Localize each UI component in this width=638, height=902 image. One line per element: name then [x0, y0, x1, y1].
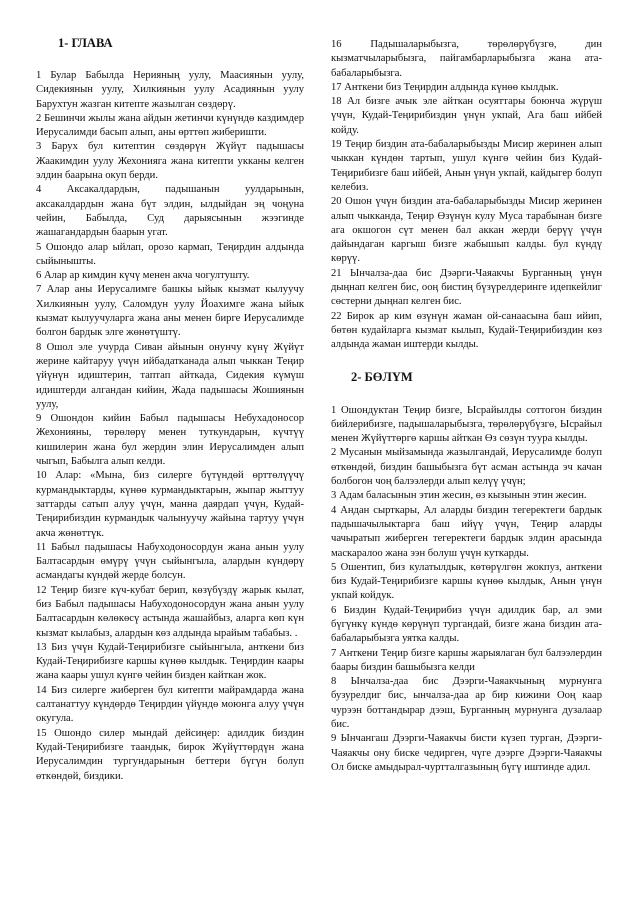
paragraph: 22 Бирок ар ким өзүнүн жаман ой-санаасына баш ийип, бөтөн кудайларга кызмат кылып, Кудай-Теңирибиздин көз алдында жаман иштерди кылды.: [331, 310, 602, 351]
paragraph: 5 Ошентип, биз кулатылдык, көтөрүлгөн жокпуз, анткени биз Кудай-Теңирибизге каршы күнөө кылдык, Анын үнүн укпай койдук.: [331, 561, 602, 602]
paragraph: 6 Биздин Кудай-Теңирибиз үчүн адилдик бар, ал эми бүгүнкү күндө көрүнүп тургандай, бизге жана биздин ата-бабаларыбызга уятка калды.: [331, 604, 602, 645]
paragraph: 12 Теңир бизге күч-кубат берип, көзүбүздү жарык кылат, биз Бабыл падышасы Набуходоносордун жана анын уулу Балтасардын көлөкөсү астында жашайбыз, аларга көп күн кызмат кылабыз, алардын көз алдында ырайым табабыз. .: [36, 584, 304, 639]
paragraph: 10 Алар: «Мына, биз силерге бүтүндөй өрттөлүүчү курмандыктарды, күнөө курмандыктарын, жыпар жыттуу заттарды сатып алуу үчүн, манна даярдап үчүн, Кудай-Теңирибиздин курмандык чалынуучу жайына тартуу үчүн акча жөнөттүк.: [36, 470, 304, 539]
paragraph: 21 Ынчалза-даа бис Дэәрги-Чаяакчы Бурганның үнүн дыңнап келген бис, ооң бистиң бүзүрелдеринге идепкейлиг сөстерни дыңнап келген бис.: [331, 267, 602, 308]
paragraph: 11 Бабыл падышасы Набуходоносордун жана анын уулу Балтасардын өмүрү үчүн сыйынгыла, алардын күндөрү асмандагы күндөй жерде болсун.: [36, 541, 304, 582]
chapter-2-text: [331, 404, 602, 776]
paragraph: 15 Ошондо силер мындай дейсиңер: адилдик биздин Кудай-Теңирибизге таандык, бирок Жүйүттөрдүн жана Иерусалимдин тургундарынын беттери бүгүн болуп өткөндөй, биздики.: [36, 727, 304, 782]
chapter-1-heading: 1- ГЛАВА: [58, 36, 113, 50]
paragraph: 2 Мусанын мыйзамында жазылгандай, Иерусалимде болуп өткөндөй, биздин башыбызга бүт асман астында эч качан болбогон чоң балээлерди алып келүү үчүн;: [331, 447, 602, 488]
paragraph: 3 Барух бул китептин сөздөрүн Жүйүт падышасы Жаакимдин уулу Жехонияга жана китепти укканы келген элдин баарына окуп берди.: [36, 141, 304, 182]
paragraph: 9 Ынчангаш Дээрги-Чаяакчы бисти күзеп турган, Дээрги-Чаяакчы ону биске чедирген, чүге дээрге Дээрги-Чаяакчы Ол биске амыдырал-чуртталгазының бүгү иштинде адил.: [331, 733, 602, 773]
paragraph: 13 Биз үчүн Кудай-Теңирибизге сыйынгыла, анткени биз Кудай-Теңирибизге каршы күнөө кылдык. Теңирдин каары жана каары ушул күнгө чейин бизден кайткан жок.: [36, 641, 304, 682]
paragraph: 19 Теңир биздин ата-бабаларыбызды Мисир жеринен алып чыккан күндөн тартып, ушул күнгө чейин биз Кудай-Теңирибизге баш ийбей, Анын үнүн укпай, кайдыгер болуп келебиз.: [331, 139, 602, 193]
paragraph: 8 Ынчалза-даа бис Дээрги-Чаяакчының мурнунга бузурелдиг бис, ынчалза-даа ар бир кижини Ооң каар чурээн боттандырар дээш, Бурганның мурнунга дузалаар бис.: [331, 676, 602, 731]
paragraph: 20 Ошон үчүн биздин ата-бабаларыбызды Мисир жеринен алып чыкканда, Теңир Өзүнүн кулу Муса тарабынан бизге ага окшогон сүт менен бал аккан жерди берүү үчүн дайындаган каргыш бизге жабышып калды. бул күндү көрүү.: [331, 196, 602, 265]
paragraph: 5 Ошондо алар ыйлап, орозо кармап, Теңирдин алдында сыйынышты.: [36, 241, 304, 267]
paragraph: 16 Падышаларыбызга, төрөлөрүбүзгө, дин кызматчыларыбызга, пайгамбарларыбызга жана ата-бабаларыбызга.: [331, 39, 602, 79]
paragraph: 3 Адам баласынын этин жесин, өз кызынын этин жесин.: [331, 490, 587, 502]
paragraph: 9 Ошондон кийин Бабыл падышасы Небухадоносор Жехонияны, төрөлөрү менен туткундарын, күчтүү кишилерин жана бул жердин элин Иерусалимден алып чыгып, Бабылга алып келди.: [36, 413, 304, 468]
paragraph: 1 Ошондуктан Теңир бизге, Ысрайылды соттогон биздин бийлерибизге, падышаларыбызга, төрөлөрүбүзгө, Ысрайыл менен Жүйүттөргө каршы айткан Өз сөзүн туура кылды.: [331, 404, 602, 445]
paragraph: 1 Булар Бабылда Нерияның уулу, Маасиянын уулу, Сидекиянын уулу, Хилкиянын уулу Асадиянын уулу Барухтун жазган китепте жазылган сөздөрү.: [36, 70, 304, 110]
paragraph: 6 Алар ар кимдин күчү менен акча чогултушту.: [36, 270, 250, 282]
chapter-1-text: [36, 69, 304, 784]
paragraph: 18 Ал бизге ачык эле айткан осуяттары боюнча жүрүш үчүн, Кудай-Теңирибиздин үнүн укпай, Ага баш ийбей койду.: [331, 96, 602, 136]
paragraph: 17 Анткени биз Теңирдин алдында күнөө кылдык.: [331, 81, 559, 93]
paragraph: 2 Бешинчи жылы жана айдын жетинчи күнүндө каздимдер Иерусалимди басып алып, аны өрттөп жиберишти.: [36, 112, 304, 139]
chapter-2-heading: 2- БӨЛҮМ: [351, 369, 413, 384]
paragraph: 4 Андан сырткары, Ал аларды биздин тегеректеги бардык падышачылыктарга баш ийүү үчүн, Теңир аларды чачыратып жиберген тегеректеги бардык элдин арасында маскаралоо жана ээн болуш үчүн куткарды.: [331, 504, 602, 559]
right-column: [331, 38, 602, 775]
paragraph: 14 Биз силерге жиберген бул китепти майрамдарда жана салтанаттуу күндөрдө Теңирдин үйүндө моюнга алуу үчүн окугула.: [36, 684, 304, 725]
chapter-1-continued-text: [331, 38, 602, 353]
paragraph: 7 Алар аны Иерусалимге башкы ыйык кызмат кылуучу Хилкиянын уулу, Саломдун уулу Йоахимге жана ыйык кызмат кылуучуларга жана аны менен бирге Иерусалимде болгон бардык элге жөнөтүштү.: [36, 284, 304, 339]
paragraph: 8 Ошол эле учурда Сиван айынын онунчу күнү Жүйүт жерине кайтаруу үчүн ийбадатканада алып чыккан Теңир үйүнүн идиштерин, таптап айткада, Сидекия күмүш идиштерди алгандан кийин, Жада падышасы Жошиянын уулу,: [36, 341, 304, 410]
paragraph: 7 Анткени Теңир бизге каршы жарыялаган бул балээлердин баары биздин башыбызга келди: [331, 647, 602, 673]
paragraph: 4 Аксакалдардын, падышанын уулдарынын, аксакалдардын жана бүт элдин, ылдыйдан эң чоңуна чейин, Бабылда, Суд дарыясынын жээгинде жашагандардын баарын угат.: [36, 184, 304, 239]
left-column: [36, 36, 304, 784]
